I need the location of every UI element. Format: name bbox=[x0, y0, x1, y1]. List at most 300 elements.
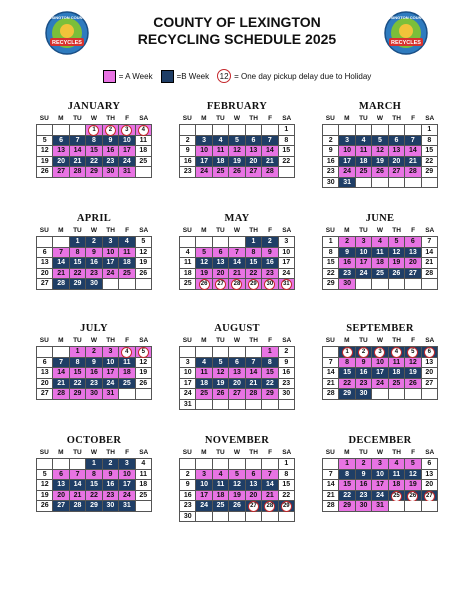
day-cell: 29 bbox=[86, 167, 102, 178]
day-cell: 11 bbox=[180, 258, 196, 269]
day-cell bbox=[229, 347, 245, 358]
day-cell: 3 bbox=[180, 358, 196, 369]
day-cell: 12 bbox=[37, 480, 53, 491]
day-cell: 29 bbox=[70, 279, 86, 290]
day-cell bbox=[213, 279, 229, 290]
weekday-header: M bbox=[58, 449, 64, 456]
day-cell: 9 bbox=[356, 358, 372, 369]
weekday-header-row bbox=[36, 336, 152, 346]
day-cell: 6 bbox=[53, 136, 69, 147]
day-cell: 14 bbox=[229, 258, 245, 269]
day-cell: 10 bbox=[196, 146, 212, 157]
day-cell: 6 bbox=[213, 248, 229, 259]
day-cell bbox=[405, 491, 421, 502]
day-cell: 31 bbox=[339, 178, 355, 189]
day-cell: 29 bbox=[262, 389, 278, 400]
month-day-grid bbox=[322, 236, 438, 290]
day-cell: 30 bbox=[86, 279, 102, 290]
weekday-header: F bbox=[411, 449, 416, 456]
day-cell bbox=[53, 125, 69, 136]
day-cell bbox=[262, 279, 278, 290]
day-cell: 21 bbox=[262, 157, 278, 168]
day-cell: 11 bbox=[119, 248, 135, 259]
holiday-day-number: 3 bbox=[121, 125, 132, 136]
day-cell: 5 bbox=[37, 470, 53, 481]
day-cell: 23 bbox=[103, 491, 119, 502]
weekday-header-row bbox=[36, 448, 152, 458]
day-cell: 12 bbox=[389, 248, 405, 259]
day-cell: 19 bbox=[37, 491, 53, 502]
day-cell bbox=[103, 125, 119, 136]
day-cell: 30 bbox=[86, 389, 102, 400]
day-cell: 29 bbox=[422, 167, 438, 178]
month-day-grid bbox=[179, 236, 295, 290]
month-title: OCTOBER bbox=[66, 435, 122, 446]
day-cell: 20 bbox=[405, 258, 421, 269]
day-cell bbox=[372, 389, 388, 400]
day-cell bbox=[246, 512, 262, 523]
weekday-header: TU bbox=[359, 227, 368, 234]
day-cell: 4 bbox=[119, 237, 135, 248]
day-cell: 26 bbox=[136, 379, 152, 390]
day-cell: 8 bbox=[86, 470, 102, 481]
month-title: JANUARY bbox=[67, 101, 121, 112]
weekday-header: F bbox=[411, 337, 416, 344]
day-cell: 22 bbox=[422, 157, 438, 168]
day-cell: 6 bbox=[389, 136, 405, 147]
month-title: MAY bbox=[224, 213, 250, 224]
day-cell: 17 bbox=[196, 491, 212, 502]
day-cell bbox=[405, 178, 421, 189]
day-cell: 13 bbox=[405, 248, 421, 259]
weekday-header: TU bbox=[73, 449, 82, 456]
day-cell: 2 bbox=[86, 237, 102, 248]
day-cell bbox=[136, 279, 152, 290]
day-cell: 20 bbox=[422, 368, 438, 379]
day-cell: 14 bbox=[53, 258, 69, 269]
day-cell: 6 bbox=[246, 136, 262, 147]
day-cell: 12 bbox=[213, 368, 229, 379]
day-cell: 20 bbox=[213, 269, 229, 280]
day-cell: 13 bbox=[53, 146, 69, 157]
month-july bbox=[36, 322, 152, 400]
day-cell: 23 bbox=[180, 501, 196, 512]
day-cell: 22 bbox=[279, 157, 295, 168]
day-cell: 29 bbox=[323, 279, 339, 290]
day-cell: 27 bbox=[389, 167, 405, 178]
day-cell: 26 bbox=[372, 167, 388, 178]
day-cell: 29 bbox=[339, 501, 355, 512]
weekday-header: TU bbox=[359, 115, 368, 122]
day-cell bbox=[180, 237, 196, 248]
weekday-header: M bbox=[58, 337, 64, 344]
day-cell bbox=[356, 347, 372, 358]
weekday-header: TU bbox=[73, 337, 82, 344]
day-cell: 18 bbox=[136, 146, 152, 157]
month-day-grid bbox=[179, 458, 295, 522]
day-cell bbox=[389, 501, 405, 512]
day-cell bbox=[229, 459, 245, 470]
day-cell: 16 bbox=[103, 480, 119, 491]
day-cell: 6 bbox=[229, 358, 245, 369]
day-cell: 26 bbox=[213, 389, 229, 400]
day-cell bbox=[279, 279, 295, 290]
day-cell: 20 bbox=[246, 157, 262, 168]
day-cell: 19 bbox=[196, 269, 212, 280]
weekday-header: TH bbox=[392, 337, 401, 344]
weekday-header: M bbox=[344, 449, 350, 456]
weekday-header: F bbox=[268, 227, 273, 234]
weekday-header: SA bbox=[139, 337, 149, 344]
month-title: NOVEMBER bbox=[204, 435, 270, 446]
day-cell: 28 bbox=[323, 501, 339, 512]
weekday-header: SU bbox=[182, 115, 192, 122]
day-cell bbox=[229, 512, 245, 523]
month-title: FEBRUARY bbox=[206, 101, 268, 112]
day-cell: 7 bbox=[262, 470, 278, 481]
day-cell: 19 bbox=[372, 157, 388, 168]
day-cell: 13 bbox=[53, 480, 69, 491]
day-cell bbox=[372, 347, 388, 358]
day-cell bbox=[422, 279, 438, 290]
day-cell: 23 bbox=[279, 379, 295, 390]
day-cell bbox=[389, 279, 405, 290]
day-cell: 12 bbox=[229, 146, 245, 157]
day-cell bbox=[405, 501, 421, 512]
day-cell bbox=[246, 459, 262, 470]
day-cell: 1 bbox=[279, 125, 295, 136]
day-cell: 17 bbox=[279, 258, 295, 269]
day-cell: 2 bbox=[262, 237, 278, 248]
day-cell: 22 bbox=[70, 379, 86, 390]
day-cell: 27 bbox=[422, 379, 438, 390]
day-cell bbox=[136, 167, 152, 178]
weekday-header: SA bbox=[425, 449, 435, 456]
day-cell: 3 bbox=[339, 136, 355, 147]
day-cell: 30 bbox=[103, 501, 119, 512]
day-cell: 11 bbox=[389, 470, 405, 481]
day-cell bbox=[339, 125, 355, 136]
day-cell: 16 bbox=[103, 146, 119, 157]
day-cell: 18 bbox=[389, 480, 405, 491]
day-cell: 16 bbox=[86, 258, 102, 269]
weekday-header: M bbox=[344, 227, 350, 234]
day-cell: 15 bbox=[323, 258, 339, 269]
day-cell bbox=[405, 347, 421, 358]
day-cell bbox=[119, 125, 135, 136]
day-cell: 10 bbox=[356, 248, 372, 259]
day-cell: 22 bbox=[86, 157, 102, 168]
day-cell: 8 bbox=[279, 136, 295, 147]
day-cell bbox=[180, 125, 196, 136]
holiday-day-number: 5 bbox=[138, 347, 149, 358]
day-cell: 11 bbox=[372, 248, 388, 259]
day-cell: 29 bbox=[70, 389, 86, 400]
day-cell bbox=[262, 400, 278, 411]
weekday-header: SU bbox=[325, 337, 335, 344]
day-cell: 2 bbox=[180, 136, 196, 147]
day-cell: 11 bbox=[356, 146, 372, 157]
day-cell: 25 bbox=[136, 157, 152, 168]
b-week-swatch bbox=[161, 70, 174, 83]
holiday-day-number: 1 bbox=[88, 125, 99, 136]
legend-a-week-label: = A Week bbox=[118, 71, 153, 81]
logo-text-bottom: RECYCLES bbox=[391, 40, 421, 46]
day-cell: 22 bbox=[339, 491, 355, 502]
day-cell: 10 bbox=[372, 470, 388, 481]
day-cell: 9 bbox=[262, 248, 278, 259]
weekday-header: F bbox=[125, 449, 130, 456]
day-cell bbox=[422, 491, 438, 502]
weekday-header: W bbox=[376, 449, 384, 456]
day-cell bbox=[136, 389, 152, 400]
day-cell: 8 bbox=[262, 358, 278, 369]
day-cell bbox=[389, 178, 405, 189]
day-cell: 6 bbox=[422, 459, 438, 470]
day-cell: 13 bbox=[389, 146, 405, 157]
day-cell bbox=[356, 125, 372, 136]
day-cell bbox=[262, 459, 278, 470]
legend-holiday-label: = One day pickup delay due to Holiday bbox=[234, 71, 372, 81]
month-day-grid bbox=[322, 346, 438, 400]
month-april bbox=[36, 212, 152, 290]
legend-b-week bbox=[161, 70, 210, 83]
day-cell: 19 bbox=[213, 379, 229, 390]
day-cell: 31 bbox=[372, 501, 388, 512]
weekday-header: TH bbox=[106, 115, 115, 122]
weekday-header: M bbox=[201, 337, 207, 344]
day-cell: 15 bbox=[246, 258, 262, 269]
day-cell: 2 bbox=[356, 459, 372, 470]
day-cell: 21 bbox=[70, 491, 86, 502]
day-cell: 25 bbox=[213, 167, 229, 178]
day-cell: 23 bbox=[86, 269, 102, 280]
holiday-circle-icon: 12 bbox=[217, 69, 231, 83]
weekday-header-row bbox=[36, 114, 152, 124]
day-cell: 23 bbox=[180, 167, 196, 178]
day-cell: 4 bbox=[213, 470, 229, 481]
month-day-grid bbox=[322, 458, 438, 512]
day-cell: 28 bbox=[246, 389, 262, 400]
day-cell: 3 bbox=[103, 237, 119, 248]
legend-a-week bbox=[103, 70, 153, 83]
holiday-day-number: 29 bbox=[248, 279, 259, 290]
weekday-header-row bbox=[322, 226, 438, 236]
weekday-header: F bbox=[411, 115, 416, 122]
day-cell: 4 bbox=[389, 459, 405, 470]
day-cell: 15 bbox=[86, 480, 102, 491]
day-cell bbox=[405, 279, 421, 290]
weekday-header: TU bbox=[73, 115, 82, 122]
day-cell: 19 bbox=[405, 368, 421, 379]
day-cell: 1 bbox=[262, 347, 278, 358]
day-cell: 26 bbox=[229, 501, 245, 512]
weekday-header: TU bbox=[359, 449, 368, 456]
month-day-grid bbox=[179, 124, 295, 178]
day-cell: 7 bbox=[262, 136, 278, 147]
month-september bbox=[322, 322, 438, 400]
day-cell: 5 bbox=[372, 136, 388, 147]
day-cell bbox=[213, 347, 229, 358]
day-cell bbox=[422, 347, 438, 358]
day-cell: 20 bbox=[246, 491, 262, 502]
legend bbox=[0, 68, 474, 84]
day-cell: 19 bbox=[229, 157, 245, 168]
month-day-grid bbox=[36, 124, 152, 178]
day-cell: 2 bbox=[339, 237, 355, 248]
day-cell: 16 bbox=[180, 491, 196, 502]
day-cell: 9 bbox=[86, 248, 102, 259]
weekday-header: SU bbox=[182, 337, 192, 344]
holiday-day-number: 30 bbox=[264, 279, 275, 290]
day-cell: 25 bbox=[119, 269, 135, 280]
day-cell: 17 bbox=[119, 146, 135, 157]
day-cell bbox=[180, 347, 196, 358]
day-cell: 18 bbox=[180, 269, 196, 280]
day-cell: 5 bbox=[37, 136, 53, 147]
day-cell: 7 bbox=[246, 358, 262, 369]
day-cell: 7 bbox=[70, 470, 86, 481]
day-cell: 1 bbox=[246, 237, 262, 248]
day-cell: 11 bbox=[196, 368, 212, 379]
day-cell: 18 bbox=[213, 157, 229, 168]
day-cell: 11 bbox=[136, 136, 152, 147]
day-cell: 29 bbox=[86, 501, 102, 512]
day-cell: 25 bbox=[196, 389, 212, 400]
day-cell: 24 bbox=[356, 269, 372, 280]
day-cell: 16 bbox=[279, 368, 295, 379]
day-cell: 15 bbox=[339, 480, 355, 491]
day-cell bbox=[405, 125, 421, 136]
day-cell: 24 bbox=[196, 167, 212, 178]
day-cell: 3 bbox=[372, 459, 388, 470]
day-cell: 12 bbox=[229, 480, 245, 491]
day-cell: 22 bbox=[279, 491, 295, 502]
day-cell: 10 bbox=[339, 146, 355, 157]
weekday-header: SU bbox=[39, 337, 49, 344]
day-cell bbox=[229, 125, 245, 136]
day-cell: 14 bbox=[422, 248, 438, 259]
month-title: MARCH bbox=[358, 101, 402, 112]
day-cell: 25 bbox=[180, 279, 196, 290]
day-cell bbox=[262, 125, 278, 136]
day-cell: 24 bbox=[119, 491, 135, 502]
day-cell: 21 bbox=[53, 379, 69, 390]
day-cell: 19 bbox=[405, 480, 421, 491]
weekday-header: F bbox=[125, 115, 130, 122]
day-cell: 21 bbox=[229, 269, 245, 280]
day-cell: 13 bbox=[246, 146, 262, 157]
day-cell: 27 bbox=[246, 167, 262, 178]
day-cell: 17 bbox=[103, 258, 119, 269]
day-cell: 20 bbox=[389, 157, 405, 168]
day-cell: 17 bbox=[119, 480, 135, 491]
weekday-header: F bbox=[268, 449, 273, 456]
holiday-day-number: 4 bbox=[121, 347, 132, 358]
weekday-header: W bbox=[233, 449, 241, 456]
day-cell: 19 bbox=[389, 258, 405, 269]
day-cell: 28 bbox=[53, 389, 69, 400]
month-day-grid bbox=[36, 236, 152, 290]
day-cell: 22 bbox=[262, 379, 278, 390]
day-cell bbox=[372, 125, 388, 136]
day-cell: 25 bbox=[356, 167, 372, 178]
weekday-header: SA bbox=[282, 337, 292, 344]
day-cell: 4 bbox=[213, 136, 229, 147]
month-title: JUNE bbox=[365, 213, 395, 224]
weekday-header: SU bbox=[325, 227, 335, 234]
month-february bbox=[179, 100, 295, 178]
lexington-recycles-logo-icon bbox=[44, 10, 90, 56]
month-day-grid bbox=[36, 346, 152, 400]
day-cell: 6 bbox=[37, 248, 53, 259]
day-cell: 26 bbox=[136, 269, 152, 280]
day-cell: 18 bbox=[119, 258, 135, 269]
day-cell: 24 bbox=[279, 269, 295, 280]
day-cell: 8 bbox=[70, 248, 86, 259]
day-cell: 1 bbox=[339, 459, 355, 470]
day-cell: 8 bbox=[86, 136, 102, 147]
day-cell: 2 bbox=[180, 470, 196, 481]
weekday-header-row bbox=[179, 336, 295, 346]
day-cell bbox=[389, 491, 405, 502]
weekday-header: SA bbox=[139, 449, 149, 456]
day-cell bbox=[279, 501, 295, 512]
day-cell: 31 bbox=[119, 167, 135, 178]
day-cell: 14 bbox=[323, 480, 339, 491]
day-cell bbox=[196, 125, 212, 136]
day-cell: 12 bbox=[37, 146, 53, 157]
holiday-day-number: 27 bbox=[424, 491, 435, 502]
weekday-header: M bbox=[58, 227, 64, 234]
day-cell bbox=[339, 347, 355, 358]
day-cell bbox=[119, 347, 135, 358]
day-cell: 15 bbox=[422, 146, 438, 157]
day-cell bbox=[323, 347, 339, 358]
weekday-header: W bbox=[90, 449, 98, 456]
day-cell: 19 bbox=[37, 157, 53, 168]
day-cell: 26 bbox=[229, 167, 245, 178]
day-cell: 5 bbox=[405, 459, 421, 470]
weekday-header-row bbox=[322, 448, 438, 458]
day-cell bbox=[213, 512, 229, 523]
day-cell bbox=[279, 512, 295, 523]
holiday-day-number: 26 bbox=[199, 279, 210, 290]
weekday-header: W bbox=[376, 227, 384, 234]
day-cell: 9 bbox=[279, 358, 295, 369]
day-cell: 21 bbox=[405, 157, 421, 168]
weekday-header: SA bbox=[139, 227, 149, 234]
month-day-grid bbox=[36, 458, 152, 512]
day-cell bbox=[389, 125, 405, 136]
day-cell: 18 bbox=[372, 258, 388, 269]
day-cell: 9 bbox=[103, 136, 119, 147]
day-cell bbox=[389, 347, 405, 358]
month-title: APRIL bbox=[76, 213, 112, 224]
day-cell: 4 bbox=[180, 248, 196, 259]
day-cell: 11 bbox=[119, 358, 135, 369]
day-cell bbox=[422, 389, 438, 400]
day-cell bbox=[356, 279, 372, 290]
weekday-header: W bbox=[90, 115, 98, 122]
day-cell: 27 bbox=[53, 501, 69, 512]
day-cell: 9 bbox=[356, 470, 372, 481]
day-cell: 10 bbox=[119, 136, 135, 147]
weekday-header: TH bbox=[249, 337, 258, 344]
day-cell bbox=[323, 459, 339, 470]
day-cell: 22 bbox=[339, 379, 355, 390]
day-cell: 7 bbox=[70, 136, 86, 147]
